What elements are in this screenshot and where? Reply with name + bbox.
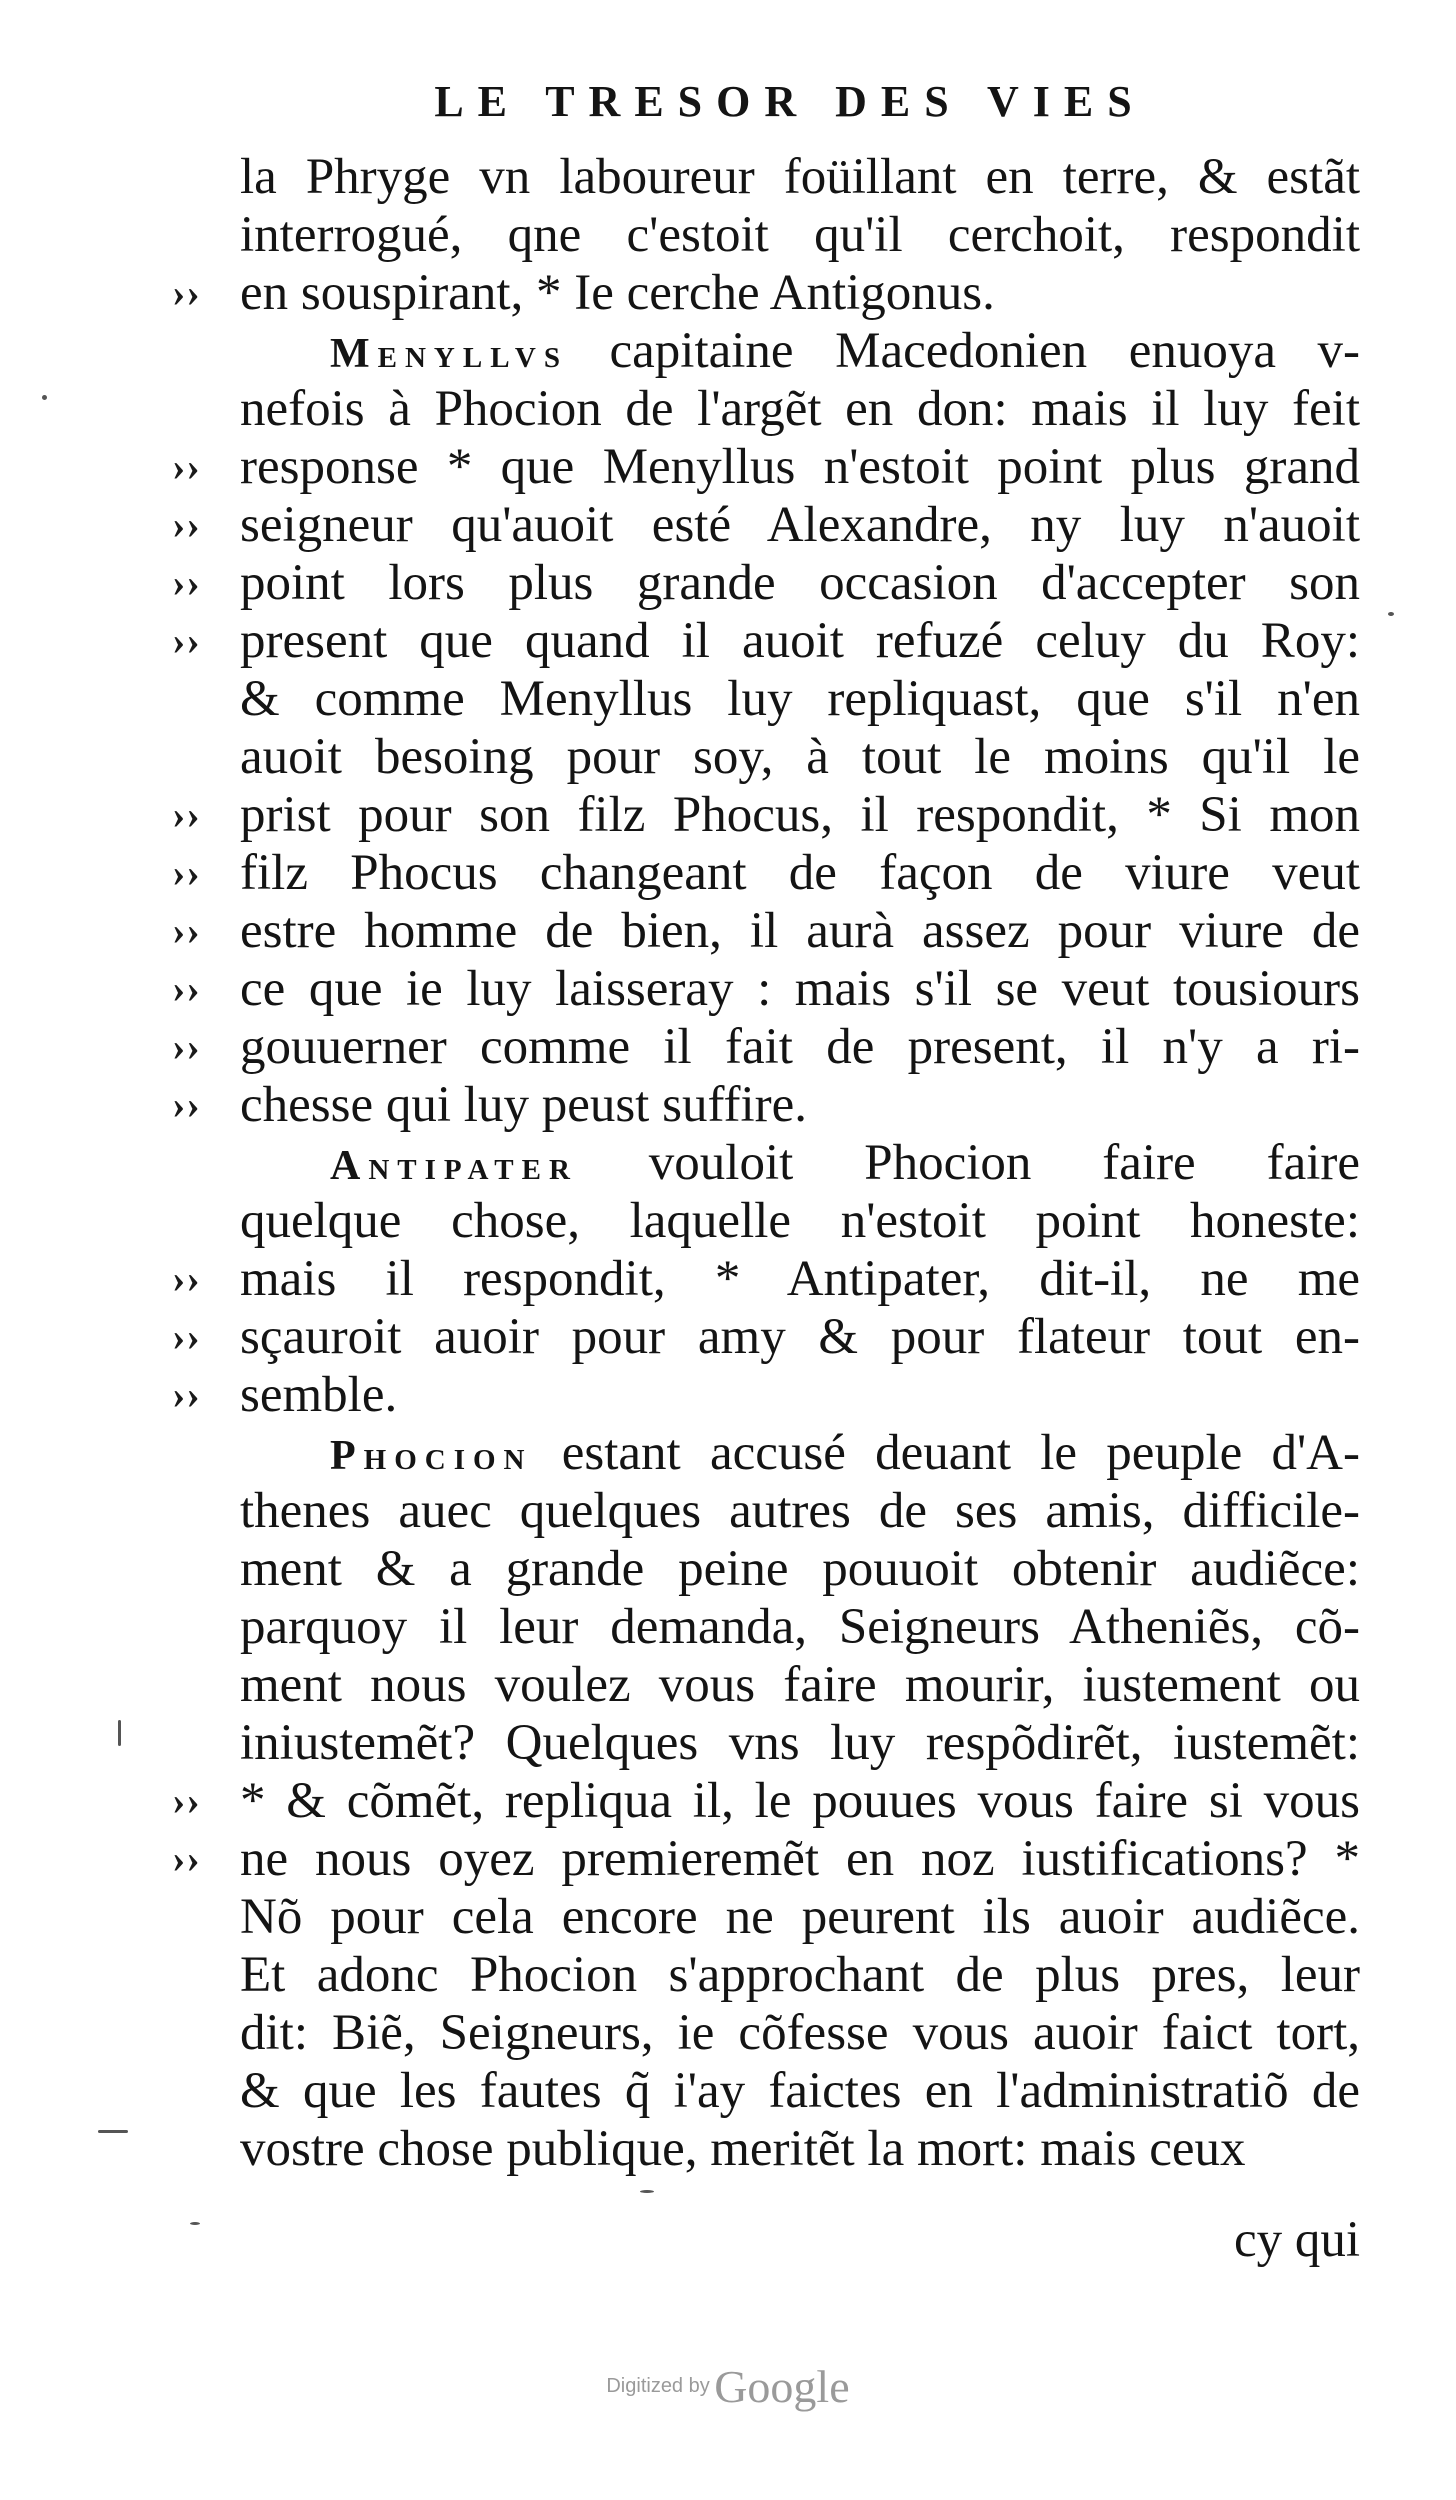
line-text: estre homme de bien, il aurà assez pour viure de [240,903,1360,959]
text-line [172,1772,1360,1830]
margin-quote-mark: ›› [172,792,201,837]
text-line [240,1134,1360,1192]
margin-quote-mark: ›› [172,850,201,895]
line-text: auoit besoing pour soy, à tout le moins qu'il le [240,729,1360,785]
line-text: * & cõmẽt, repliqua il, le pouues vous faire si vous [240,1773,1360,1829]
line-text: point lors plus grande occasion d'accepter son [240,555,1360,611]
text-line [240,728,1360,786]
scan-speck [42,395,47,400]
line-text: iniustemẽt? Quelques vns luy respõdirẽt, iustemẽt: [240,1715,1360,1771]
line-text: ne nous oyez premieremẽt en noz iustifications? * [240,1831,1360,1887]
text-line [172,1308,1360,1366]
margin-quote-mark: ›› [172,502,201,547]
line-text: nefois à Phocion de l'argẽt en don: mais il luy feit [240,381,1360,437]
scan-speck [1388,612,1394,616]
line-text: ment nous voulez vous faire mourir, iustement ou [240,1657,1360,1713]
line-text: & que les fautes q̃ i'ay faictes en l'administratiõ de [240,2063,1360,2119]
line-text: semble. [240,1367,398,1423]
small-caps-name: Menyllvs [330,331,568,377]
scan-speck [640,2190,654,2193]
line-text: mais il respondit, * Antipater, dit-il, ne me [240,1251,1360,1307]
line-text: present que quand il auoit refuzé celuy du Roy: [240,613,1360,669]
text-line [172,1250,1360,1308]
line-text: filz Phocus changeant de façon de viure veut [240,845,1360,901]
text-line [240,380,1360,438]
line-text: ce que ie luy laisseray : mais s'il se veut tousiours [240,961,1360,1017]
margin-quote-mark: ›› [172,1836,201,1881]
text-line [172,554,1360,612]
line-text: prist pour son filz Phocus, il respondit, * Si mon [240,787,1360,843]
text-line [240,148,1360,206]
line-text: & comme Menyllus luy repliquast, que s'il n'en [240,671,1360,727]
scan-speck [118,1720,121,1746]
text-line [240,322,1360,380]
text-line [240,2120,1360,2178]
text-line [172,612,1360,670]
text-line [240,2004,1360,2062]
text-line [240,1540,1360,1598]
text-line [240,1482,1360,1540]
digitization-watermark [0,2360,1456,2413]
text-line [240,1192,1360,1250]
line-text: seigneur qu'auoit esté Alexandre, ny luy n'auoit [240,497,1360,553]
line-text: Nõ pour cela encore ne peurent ils auoir audiẽce. [240,1889,1360,1945]
margin-quote-mark: ›› [172,1082,201,1127]
margin-quote-mark: ›› [172,966,201,1011]
margin-quote-mark: ›› [172,560,201,605]
body-text [172,148,1360,2178]
text-line [172,1830,1360,1888]
margin-quote-mark: ›› [172,1314,201,1359]
text-line [172,960,1360,1018]
text-line [240,206,1360,264]
margin-quote-mark: ›› [172,1256,201,1301]
text-line [172,1076,1360,1134]
text-line [172,438,1360,496]
margin-quote-mark: ›› [172,270,201,315]
text-line [240,670,1360,728]
digitized-by-label: Digitized by [606,2375,710,2397]
line-text: en souspirant, * Ie cerche Antigonus. [240,265,995,321]
line-text: sçauroit auoir pour amy & pour flateur tout en- [240,1309,1360,1365]
line-text: vostre chose publique, meritẽt la mort: mais ceux [240,2121,1246,2177]
line-text: chesse qui luy peust suffire. [240,1077,808,1133]
margin-quote-mark: ›› [172,1778,201,1823]
text-line [172,902,1360,960]
line-text: la Phryge vn laboureur foüillant en terre, & estãt [240,149,1360,205]
small-caps-name: Phocion [330,1433,533,1479]
google-logo: Google [714,2361,850,2412]
text-line [172,844,1360,902]
text-line [172,1366,1360,1424]
text-line [240,1714,1360,1772]
line-text: response * que Menyllus n'estoit point plus grand [240,439,1360,495]
small-caps-name: Antipater [330,1143,578,1189]
line-text: ment & a grande peine pouuoit obtenir audiẽce: [240,1541,1360,1597]
line-text: parquoy il leur demanda, Seigneurs Atheniẽs, cõ- [240,1599,1360,1655]
text-line [240,1888,1360,1946]
line-text: gouuerner comme il fait de present, il n'y a ri- [240,1019,1360,1075]
margin-quote-mark: ›› [172,1024,201,1069]
line-text: thenes auec quelques autres de ses amis, difficile- [240,1483,1360,1539]
text-line [172,786,1360,844]
text-line [240,1656,1360,1714]
margin-quote-mark: ›› [172,1372,201,1417]
text-line [172,496,1360,554]
scan-speck [98,2130,128,2133]
line-text: interrogué, qne c'estoit qu'il cerchoit, respondit [240,207,1360,263]
catchword: cy qui [1233,2212,1360,2268]
line-text: capitaine Macedonien enuoya v- [567,323,1360,379]
text-line [240,1424,1360,1482]
scan-speck [190,2222,200,2225]
line-text: quelque chose, laquelle n'estoit point honeste: [240,1193,1360,1249]
margin-quote-mark: ›› [172,908,201,953]
running-head: LE TRESOR DES VIES [434,77,1146,126]
margin-quote-mark: ›› [172,618,201,663]
text-line [240,1946,1360,2004]
text-line [240,2062,1360,2120]
line-text: dit: Biẽ, Seigneurs, ie cõfesse vous auoir faict tort, [240,2005,1360,2061]
text-line [240,1598,1360,1656]
line-text: Et adonc Phocion s'approchant de plus pres, leur [240,1947,1360,2003]
text-line [172,264,1360,322]
line-text: estant accusé deuant le peuple d'A- [532,1425,1360,1481]
margin-quote-mark: ›› [172,444,201,489]
line-text: vouloit Phocion faire faire [577,1135,1360,1191]
text-line [172,1018,1360,1076]
